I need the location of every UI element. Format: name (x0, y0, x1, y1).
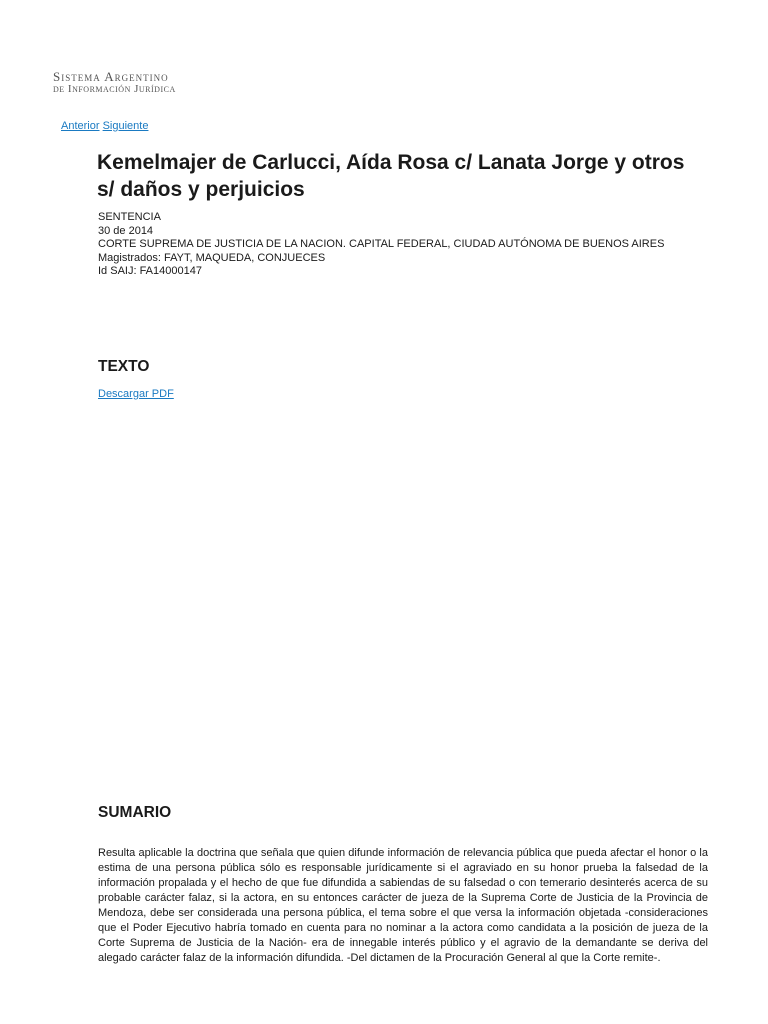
document-metadata (98, 211, 664, 279)
texto-heading: TEXTO (98, 358, 150, 375)
document-type: SENTENCIA (98, 211, 161, 223)
document-date: 30 de 2014 (98, 224, 154, 237)
court-name: CORTE SUPREMA DE JUSTICIA DE LA NACION. CAPITAL FEDERAL, CIUDAD AUTÓNOMA DE BUENOS AIRES (98, 238, 665, 250)
logo-line-2: de Información Jurídica (53, 82, 176, 95)
download-pdf-link[interactable]: Descargar PDF (98, 388, 174, 400)
next-link[interactable]: Siguiente (102, 120, 149, 132)
sumario-text: Resulta aplicable la doctrina que señala que quien difunde información de relevancia pública que pueda afectar el honor o la estima de una persona pública sólo es responsable jurídicamente si el agraviado en su honor prueba la falsedad de la información propalada y el hecho de que fue difundida a sabiendas de su falsedad o con temerario desinterés acerca de su probable carácter falaz, si la actora, en su entonces carácter de jueza de la Suprema Corte de Justicia de la Provincia de Mendoza, debe ser considerada una persona pública, el tema sobre el que versa la información objetada -consideraciones que el Poder Ejecutivo habría tomado en cuenta para no nominar a la actora como candidata a la posición de jueza de la Corte Suprema de Justicia de la Nación- era de innegable interés público y el agravio de la demandante se deriva del alegado carácter falaz de la información difundida. -Del dictamen de la Procuración General al que la Corte remite-. (98, 847, 708, 964)
saij-logo (53, 70, 176, 95)
sumario-heading: SUMARIO (98, 804, 172, 821)
previous-link[interactable]: Anterior (61, 120, 100, 132)
judges: Magistrados: FAYT, MAQUEDA, CONJUECES (98, 251, 326, 264)
document-title: Kemelmajer de Carlucci, Aída Rosa c/ Lanata Jorge y otros s/ daños y perjuicios (97, 151, 685, 201)
logo-line-1: Sistema Argentino (53, 69, 169, 84)
document-navigation (61, 120, 148, 132)
saij-id: Id SAIJ: FA14000147 (98, 265, 202, 277)
